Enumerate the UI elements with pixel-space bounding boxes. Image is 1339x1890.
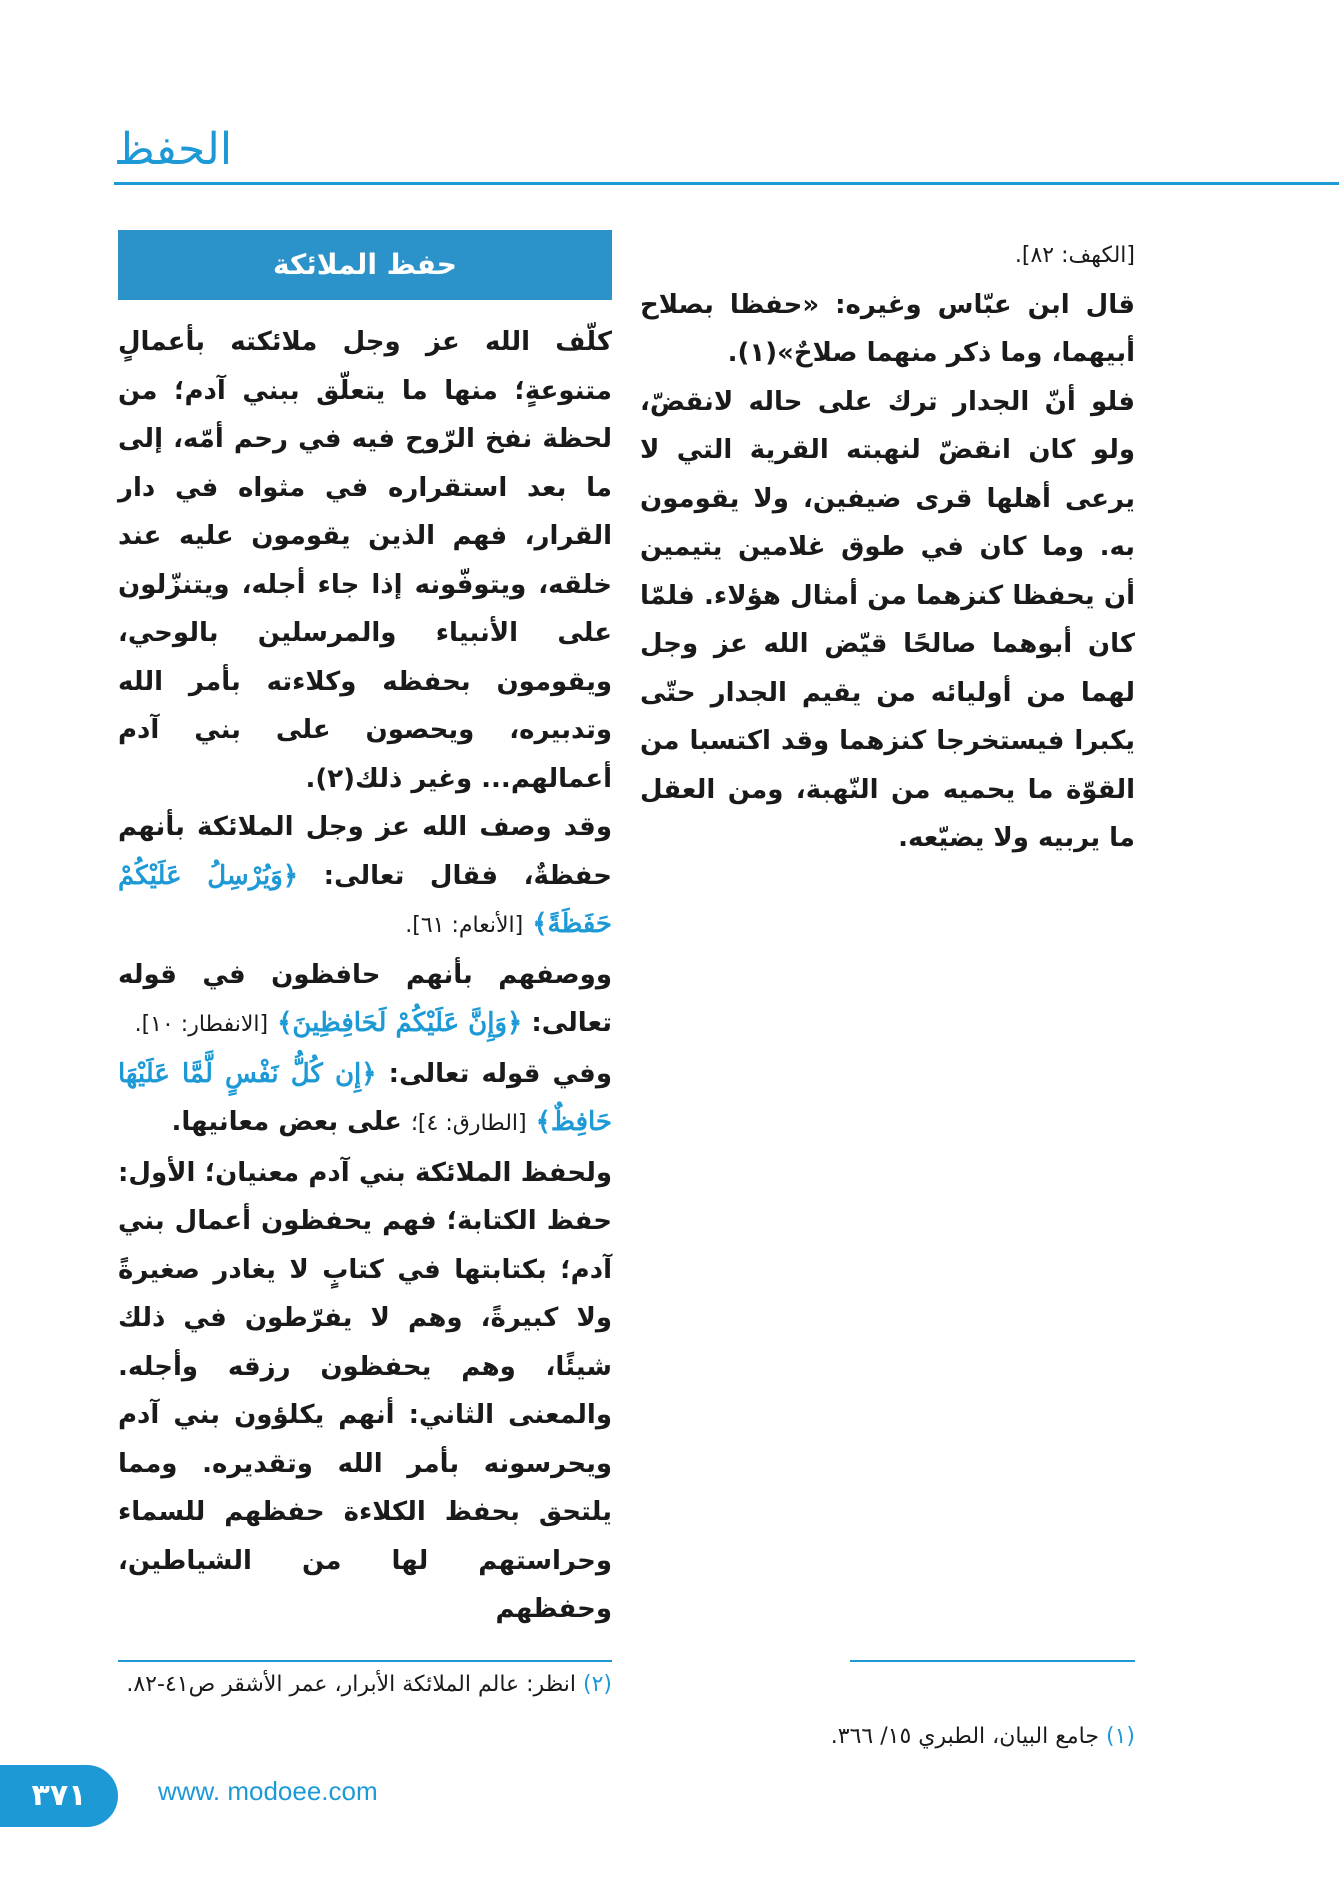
page-header-title: الحفظ <box>114 124 233 175</box>
paragraph-text: ووصفهم بأنهم حافظون في قوله تعالى: <box>118 959 612 1038</box>
paragraph-hafaza <box>118 803 612 951</box>
quran-verse: ﴿إِن كُلُّ نَفْسٍ لَّمَّا عَلَيْهَا حَافِظٌ﴾ <box>118 1058 612 1137</box>
footnote-text: انظر: عالم الملائكة الأبرار، عمر الأشقر ص٤١-٨٢. <box>126 1672 576 1697</box>
footnote-number: (٢) <box>582 1672 612 1697</box>
verse-reference: [الكهف: ٨٢]. <box>1014 243 1135 268</box>
footnote-text: جامع البيان، الطبري ١٥/ ٣٦٦. <box>830 1724 1099 1749</box>
quran-verse: ﴿وَيُرْسِلُ عَلَيْكُمْ حَفَظَةً﴾ <box>118 860 612 939</box>
paragraph-text: وفي قوله تعالى: <box>388 1058 612 1089</box>
footnote-divider-right <box>850 1660 1135 1662</box>
paragraph-text: على بعض معانيها. <box>171 1107 402 1137</box>
section-heading: حفظ الملائكة <box>118 230 612 300</box>
footnote-2 <box>118 1668 612 1702</box>
right-column <box>640 230 1135 863</box>
paragraph-tariq <box>118 1050 612 1149</box>
left-column <box>118 230 612 1634</box>
verse-reference: [الانفطار: ١٠]. <box>134 1012 269 1037</box>
paragraph-two-meanings: ولحفظ الملائكة بني آدم معنيان؛ الأول: حفظ الكتابة؛ فهم يحفظون أعمال بني آدم؛ بكتابتها في كتابٍ لا يغادر صغيرةً ولا كبيرةً، وهم لا يفرّطون في ذلك شيئًا، وهم يحفظون رزقه وأجله. والمعنى الثاني: أنهم يكلؤون بني آدم ويحرسونه بأمر الله وتقديره. ومما يلتحق بحفظ الكلاءة حفظهم للسماء وحراستهم لها من الشياطين، وحفظهم <box>118 1157 612 1624</box>
page-number: ٣٧١ <box>0 1765 118 1827</box>
footnote-number: (١) <box>1105 1724 1135 1749</box>
header-divider <box>114 182 1339 185</box>
quran-verse: ﴿وَإِنَّ عَلَيْكُمْ لَحَافِظِينَ﴾ <box>277 1008 523 1038</box>
footnote-divider-left <box>118 1660 612 1662</box>
paragraph-hafizun <box>118 951 612 1050</box>
paragraph-ibn-abbas: قال ابن عبّاس وغيره: «حفظا بصلاح أبيهما، وما ذكر منهما صلاحٌ»(١). <box>640 289 1135 368</box>
paragraph-text: وقد وصف الله عز وجل الملائكة بأنهم حفظةٌ، فقال تعالى: <box>118 812 612 891</box>
footnote-1 <box>640 1720 1135 1754</box>
verse-reference: [الطارق: ٤]؛ <box>410 1111 527 1136</box>
website-link[interactable]: www. modoee.com <box>158 1776 378 1806</box>
verse-reference: [الأنعام: ٦١]. <box>405 913 524 938</box>
paragraph-wall: فلو أنّ الجدار ترك على حاله لانقضّ، ولو كان انقضّ لنهبته القرية التي لا يرعى أهلها قرى ضيفين، ولا يقومون به. وما كان في طوق غلامين يتيمين أن يحفظا كنزهما من أمثال هؤلاء. فلمّا كان أبوهما صالحًا قيّض الله عز وجل لهما من أوليائه من يقيم الجدار حتّى يكبرا فيستخرجا كنزهما وقد اكتسبا من القوّة ما يحميه من النّهبة، ومن العقل ما يربيه ولا يضيّعه. <box>640 386 1135 853</box>
paragraph-angels-tasks: كلّف الله عز وجل ملائكته بأعمالٍ متنوعةٍ؛ منها ما يتعلّق ببني آدم؛ من لحظة نفخ الرّوح فيه في رحم أمّه، إلى ما بعد استقراره في مثواه في دار القرار، فهم الذين يقومون عليه عند خلقه، ويتوفّونه إذا جاء أجله، ويتنزّلون على الأنبياء والمرسلين بالوحي، ويقومون بحفظه وكلاءته بأمر الله وتدبيره، ويحصون على بني آدم أعمالهم... وغير ذلك(٢). <box>118 327 612 794</box>
